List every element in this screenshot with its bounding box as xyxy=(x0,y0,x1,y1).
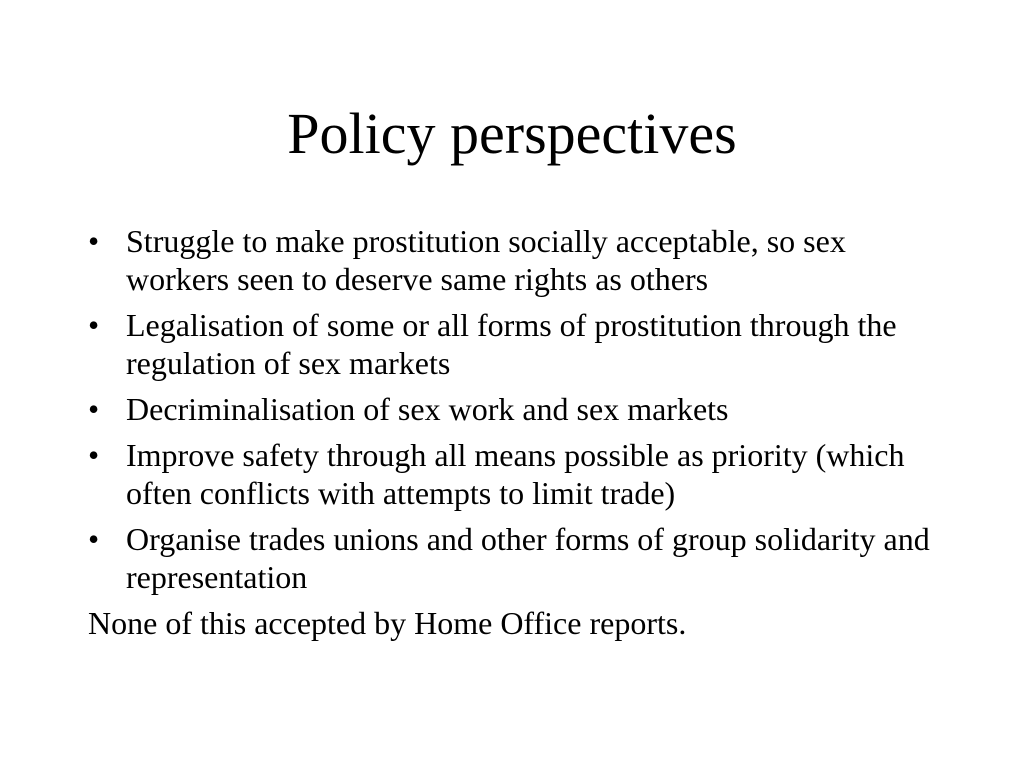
bullet-icon: • xyxy=(88,307,100,343)
bullet-text: Improve safety through all means possible as priority (which often conflicts with attempts to limit trade) xyxy=(126,437,905,511)
closing-note: None of this accepted by Home Office reports. xyxy=(88,605,687,641)
bullet-icon: • xyxy=(88,223,100,259)
bullet-item xyxy=(88,390,938,428)
bullet-item xyxy=(88,306,938,382)
bullet-list xyxy=(88,222,938,596)
bullet-icon: • xyxy=(88,521,100,557)
bullet-item xyxy=(88,520,938,596)
bullet-item xyxy=(88,222,938,298)
bullet-text: Struggle to make prostitution socially acceptable, so sex workers seen to deserve same rights as others xyxy=(126,223,846,297)
bullet-icon: • xyxy=(88,437,100,473)
bullet-icon: • xyxy=(88,391,100,427)
slide-content xyxy=(88,222,938,642)
bullet-text: Organise trades unions and other forms of group solidarity and representation xyxy=(126,521,930,595)
slide-title: Policy perspectives xyxy=(287,101,737,166)
bullet-text: Legalisation of some or all forms of prostitution through the regulation of sex markets xyxy=(126,307,897,381)
bullet-item xyxy=(88,436,938,512)
bullet-text: Decriminalisation of sex work and sex markets xyxy=(126,391,729,427)
